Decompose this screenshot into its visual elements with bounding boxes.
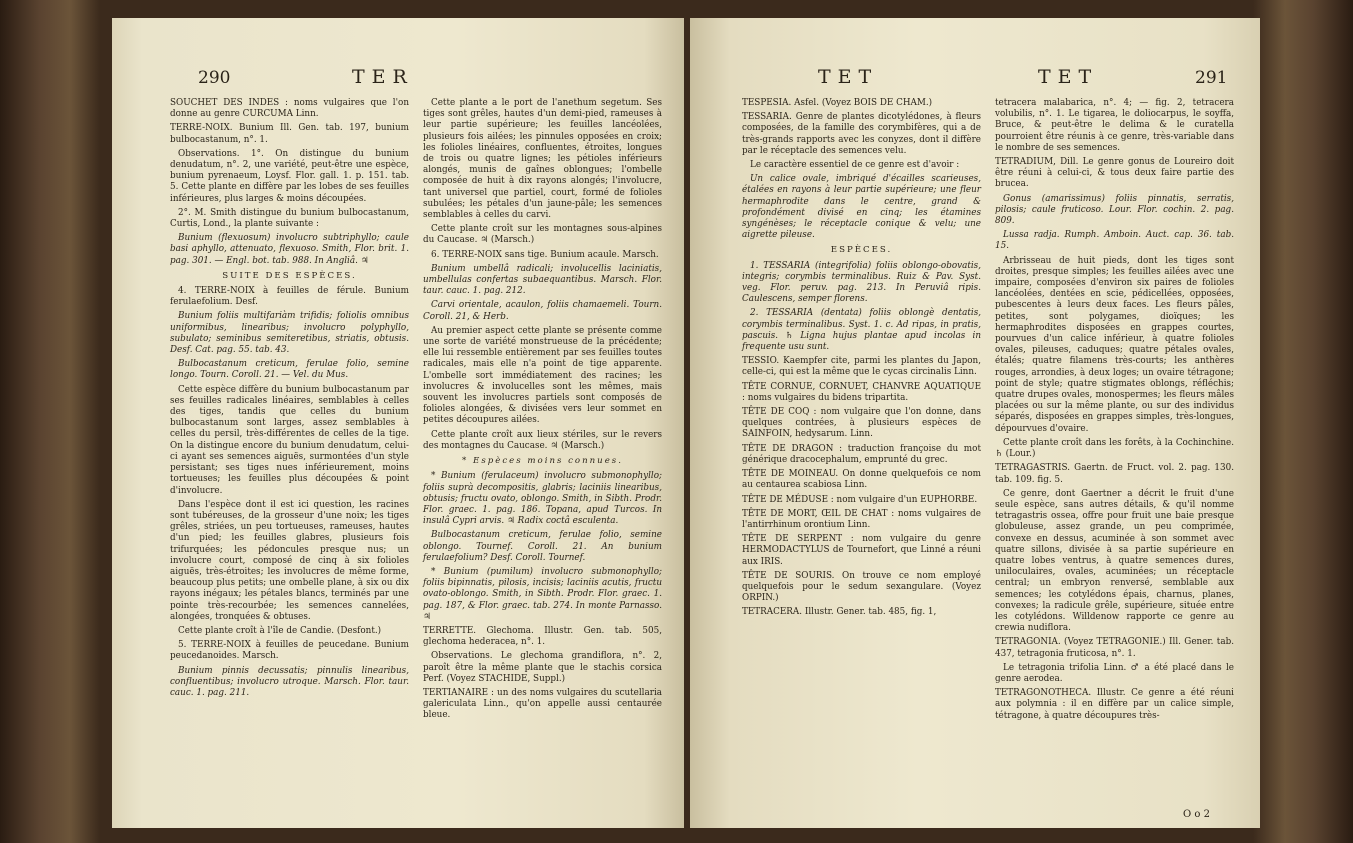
latin-diagnosis: Bunium umbellâ radicali; involucellis laciniatis, umbellulas confertas subaequantibus. Marsch. Flor. taur. cauc. 1. pag. 212. [423, 263, 662, 297]
left-column-2 [423, 98, 662, 810]
latin-diagnosis: Bunium foliis multifariàm trifidis; foliolis omnibus uniformibus, linearibus; involucro polyphyllo, subulato; seminibus semiteretibus, striatis, obtusis. Desf. Cat. pag. 55. tab. 43. [170, 311, 409, 356]
entry-tessio: TESSIO. Kaempfer cite, parmi les plantes du Japon, celle-ci, qui est la même que le cycas circinalis Linn. [742, 356, 981, 378]
paragraph: 2°. M. Smith distingue du bunium bulbocastanum, Curtis, Lond., la plante suivante : [170, 207, 409, 230]
latin-diagnosis: Gonus (amarissimus) foliis pinnatis, serratis, pilosis; caule fruticoso. Lour. Flor. cochin. 2. pag. 809. [995, 193, 1234, 227]
species-entry: 1. TESSARIA (integrifolia) foliis oblongo-obovatis, integris; corymbis terminalibus. Ruiz & Pav. Syst. veg. Flor. peruv. pag. 213. In Peruviâ ripis. Caulescens, semper florens. [742, 260, 981, 305]
right-header [690, 68, 1260, 92]
latin-synonym: Bulbocastanum creticum, ferulae folio, semine longo. Tourn. Coroll. 21. — Vel. du Mus. [170, 359, 409, 381]
entry-tetragonia: TETRAGONIA. (Voyez TETRAGONIE.) Ill. Gener. tab. 437, tetragonia fruticosa, n°. 1. [995, 637, 1234, 659]
paragraph: Cette espèce diffère du bunium bulbocastanum par ses feuilles radicales linéaires, semblables à celles des tiges, tandis que celles du bunium bulbocastanum sont larges, assez semblables à celles du persil, très-différentes de celles de la tige. On la distingue encore du bunium denudatum, celui-ci ayant ses semences aiguës, surmontées d'un style persistant; ses tiges nues inférieurement, moins tortueuses; les feuilles plus découpées & point d'involucre. [170, 384, 409, 496]
left-column-1 [170, 98, 409, 810]
right-columns [742, 98, 1234, 810]
entry-tete-de-meduse: TÊTE DE MÉDUSE : nom vulgaire d'un EUPHORBE. [742, 494, 978, 505]
latin-synonym: Lussa radja. Rumph. Amboin. Auct. cap. 36. tab. 15. [995, 230, 1234, 252]
entry-tetragonotheca: TETRAGONOTHECA. Illustr. Ce genre a été réuni aux polymnia : il en diffère par un calice simple, tétragone, à quatre découpures très- [995, 688, 1234, 721]
entry-tetragastris: TETRAGASTRIS. Gaertn. de Fruct. vol. 2. pag. 130. tab. 109. fig. 5. [995, 463, 1234, 485]
right-running-head-left: TET [818, 66, 879, 88]
section-heading: SUITE DES ESPÈCES. [222, 270, 357, 281]
paragraph: Le tetragonia trifolia Linn. ♂ a été placé dans le genre aerodea. [995, 662, 1234, 684]
entry-tessaria: TESSARIA. Genre de plantes dicotylédones, à fleurs composées, de la famille des corymbifères, qui a de très-grands rapports avec les conyzes, dont il diffère par le réceptacle des semences velu. [742, 112, 981, 156]
species-entry: 2. TESSARIA (dentata) foliis oblongè dentatis, corymbis terminalibus. Syst. 1. c. Ad ripas, in pratis, pascuis. ♄ Ligna hujus plantae apud incolas in frequente usu sunt. [742, 308, 981, 353]
right-column-2 [995, 98, 1234, 810]
entry-tespesia: TESPESIA. Asfel. (Voyez BOIS DE CHAM.) [742, 98, 933, 108]
paragraph: Observations. Le glechoma grandiflora, n°. 2, paroît être la même plante que le stachis corsica Perf. (Voyez STACHIDE, Suppl.) [423, 651, 662, 684]
paragraph: Le caractère essentiel de ce genre est d'avoir : [750, 160, 960, 171]
paragraph: Ce genre, dont Gaertner a décrit le fruit d'une seule espèce, sans autres détails, & qu'il nomme tetragastris ossea, offre pour fruit une baie presque globuleuse, assez grande, un peu comprimée, convexe en dessus, acuminée à son sommet avec quatre sillons, divisée à sa partie supérieure en quatre lobes ventrus, à quatre semences dures, uniloculaires, ovales, acuminées; un réceptacle central; un embryon renversé, semblable aux semences; les cotylédons épais, charnus, planes, convexes; la radicule grêle, supérieure, située entre les cotylédons. Willdenow rapporte ce genre au crewia nudiflora. [995, 488, 1234, 634]
signature-mark: O o 2 [1183, 809, 1210, 820]
paragraph: Observations. 1°. On distingue du bunium denudatum, n°. 2, une variété, peut-être une espèce, bunium pyrenaeum, Loysf. Flor. gall. 1. p. 151. tab. 5. Cette plante en diffère par les lobes de ses feuilles inférieures, plus larges & moins découpées. [170, 148, 409, 204]
paragraph: Cette plante croît dans les forêts, à la Cochinchine. ♄ (Lour.) [995, 437, 1234, 460]
paragraph: tetracera malabarica, n°. 4; — fig. 2, tetracera volubilis, n°. 1. Le tigarea, le doliocarpus, le soyffa, Bruce, & peut-être le delima & le curatella pourroient être réunis à ce genre, très-variable dans le nombre de ses semences. [995, 98, 1234, 153]
right-page-number: 291 [1195, 68, 1228, 88]
section-heading: ESPÈCES. [830, 245, 893, 256]
latin-diagnosis: Bunium (flexuosum) involucro subtriphyllo; caule basi aphyllo, attenuato, flexuoso. Smith, Flor. brit. 1. pag. 301. — Engl. bot. tab. 988. In Angliâ. ♃ [170, 233, 409, 266]
entry-tete-de-coq: TÊTE DE COQ : nom vulgaire que l'on donne, dans quelques contrées, à plusieurs espèces de SAINFOIN, hedysarum. Linn. [742, 407, 981, 440]
left-running-head: TER [352, 66, 414, 88]
entry-tete-de-moineau: TÊTE DE MOINEAU. On donne quelquefois ce nom au centaurea scabiosa Linn. [742, 469, 981, 491]
latin-synonym: Carvi orientale, acaulon, foliis chamaemeli. Tourn. Coroll. 21, & Herb. [423, 300, 662, 322]
paragraph: Cette plante croît aux lieux stériles, sur le revers des montagnes du Caucase. ♃ (Marsch.) [423, 429, 662, 451]
left-header [112, 68, 684, 92]
entry-tetracera: TETRACERA. Illustr. Gener. tab. 485, fig. 1, [742, 607, 937, 618]
left-columns [170, 98, 662, 810]
paragraph: Cette plante croît à l'île de Candie. (Desfont.) [178, 625, 382, 636]
paragraph: Au premier aspect cette plante se présente comme une sorte de variété monstrueuse de la précédente; elle lui ressemble entièrement par ses feuilles toutes radicales, mais elle n'a point de tige apparente. L'ombelle sort immédiatement des racines; les involucres & involucelles sont les mêmes, mais souvent les involucres partiels sont composés de folioles alongées, & divisées vers leur sommet en petites découpures ailées. [423, 325, 662, 426]
entry-tertianaire: TERTIANAIRE : un des noms vulgaires du scutellaria galericulata Linn., qu'on appelle aussi centaurée bleue. [423, 687, 662, 721]
right-column-1 [742, 98, 981, 810]
right-page [690, 18, 1260, 828]
left-page [112, 18, 684, 828]
paragraph: Dans l'espèce dont il est ici question, les racines sont tubéreuses, de la grosseur d'une noix; les tiges grêles, striées, un peu tortueuses, rameuses, hautes d'un pied; les feuilles glabres, plusieurs fois trifurquées; les pédoncules presque nus; un involucre court, composé de cinq à six folioles aiguës, très-étroites; les involucres de même forme, beaucoup plus petits; une ombelle plane, à six ou dix rayons inégaux; les pétales blancs, terminés par une pointe très-recourbée; les semences cannelées, alongées, tronquées & obtuses. [170, 499, 409, 622]
entry-tete-de-dragon: TÊTE DE DRAGON : traduction françoise du mot générique dracocephalum, emprunté du grec. [742, 443, 981, 465]
latin-diagnosis: * Bunium (ferulaceum) involucro submonophyllo; foliis suprà decompositis, glabris; laciniis linearibus, obtusis; fructu ovato, oblongo. Smith, in Sibth. Prodr. Flor. graec. 1. pag. 186. Topana, apud Turcos. In insulâ Cypri arvis. ♃ Radix coctâ esculenta. [423, 471, 662, 527]
left-page-number: 290 [198, 68, 231, 88]
latin-diagnosis: * Bunium (pumilum) involucro submonophyllo; foliis bipinnatis, pilosis, incisis; laciniis acutis, fructu ovato-oblongo. Smith, in Sibth. Prodr. Flor. graec. 1. pag. 187, & Flor. graec. tab. 274. In monte Parnasso. ♃ [423, 566, 662, 622]
entry-tetradium: TETRADIUM, Dill. Le genre gonus de Loureiro doit être réuni à celui-ci, & tous deux faire partie des brucea. [995, 157, 1234, 190]
latin-diagnosis: Bunium pinnis decussatis; pinnulis linearibus, confluentibus; involucro utroque. Marsch. Flor. taur. cauc. 1. pag. 211. [170, 665, 409, 698]
entry-tete-de-serpent: TÊTE DE SERPENT : nom vulgaire du genre HERMODACTYLUS de Tournefort, que Linné a réuni aux IRIS. [742, 534, 981, 567]
right-running-head-right: TET [1038, 66, 1099, 88]
latin-synonym: Bulbocastanum creticum, ferulae folio, semine oblongo. Tournef. Coroll. 21. An bunium ferulaefolium? Desf. Coroll. Tournef. [423, 530, 662, 563]
entry-tete-de-mort: TÊTE DE MORT, ŒIL DE CHAT : noms vulgaires de l'antirrhinum orontium Linn. [742, 508, 981, 530]
entry-terre-noix: TERRE-NOIX. Bunium Ill. Gen. tab. 197, bunium bulbocastanum, n°. 1. [170, 123, 409, 145]
genus-character: Un calice ovale, imbriqué d'écailles scarieuses, étalées en rayons à leur partie supérieure; une fleur hermaphrodite dans le centre, grand & profondément divisé en cinq; les étamines syngénèses; le réceptacle conique & velu; une aigrette pileuse. [742, 174, 981, 241]
paragraph: Cette plante a le port de l'anethum segetum. Ses tiges sont grêles, hautes d'un demi-pied, rameuses à leur partie supérieure; les feuilles lancéolées, plusieurs fois ailées; les pinnules opposées en croix; les folioles linéaires, confluentes, étroites, longues de trois ou quatre lignes; les pétioles inférieurs alongés, munis de gaînes oblongues; l'ombelle composée de huit à dix rayons alongés; l'involucre, tant universel que partiel, court, formé de folioles subulées; les pétales d'un jaune-pâle; les semences semblables à celles du carvi. [423, 98, 662, 221]
entry-tete-cornue: TÊTE CORNUE, CORNUET, CHANVRE AQUATIQUE : noms vulgaires du bidens tripartita. [742, 381, 981, 403]
species-heading: 4. TERRE-NOIX à feuilles de férule. Bunium ferulaefolium. Desf. [170, 286, 409, 308]
entry-souchet: SOUCHET DES INDES : noms vulgaires que l'on donne au genre CURCUMA Linn. [170, 98, 409, 120]
section-heading: * Espèces moins connues. [462, 456, 623, 467]
entry-terrette: TERRETTE. Glechoma. Illustr. Gen. tab. 505, glechoma hederacea, n°. 1. [423, 625, 662, 648]
species-heading: 6. TERRE-NOIX sans tige. Bunium acaule. Marsch. [431, 249, 659, 260]
entry-tete-de-souris: TÊTE DE SOURIS. On trouve ce nom employé quelquefois pour le sedum sexangulare. (Voyez ORPIN.) [742, 570, 981, 604]
paragraph: Cette plante croît sur les montagnes sous-alpines du Caucase. ♃ (Marsch.) [423, 224, 662, 246]
paragraph: Arbrisseau de huit pieds, dont les tiges sont droites, presque simples; les feuilles ailées avec une impaire, composées d'environ six paires de folioles lancéolées, dentées en scie, pédicellées, opposées, pubescentes à leurs deux faces. Les fleurs pâles, petites, sont polygames, dioïques; les hermaphrodites disposées en grappes courtes, pourvues d'un calice inférieur, à quatre folioles ovales, pileuses, caduques; quatre pétales ovales, étalés; quatre filamens très-courts; les anthères rouges, arrondies, à deux loges; un ovaire tétragone; point de style; quatre stigmates oblongs, réfléchis; quatre drupes ovales, monospermes; les fleurs mâles placées ou sur la même plante, ou sur des individus séparés, disposées en grappes simples, très-longues, dépourvues d'ovaire. [995, 255, 1234, 434]
species-heading: 5. TERRE-NOIX à feuilles de peucedane. Bunium peucedanoides. Marsch. [170, 640, 409, 662]
